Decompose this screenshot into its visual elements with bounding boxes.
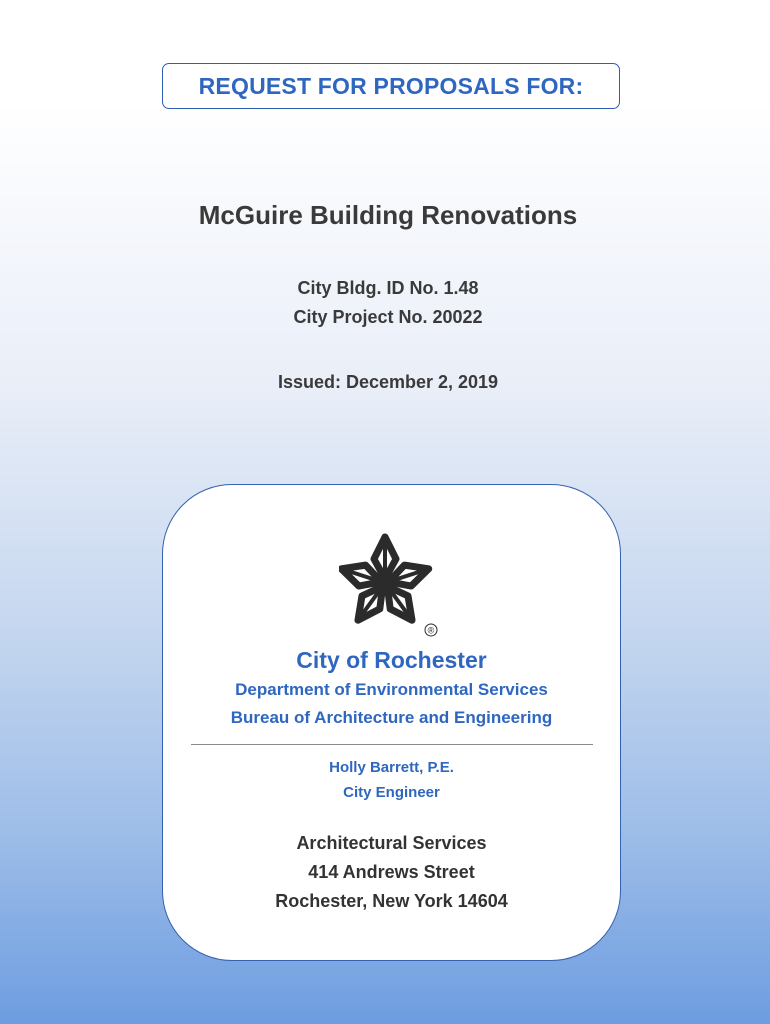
organization-card xyxy=(162,484,621,961)
bureau-name: Bureau of Architecture and Engineering xyxy=(230,708,553,727)
address-street: 414 Andrews Street xyxy=(308,862,475,882)
project-number: City Project No. 20022 xyxy=(293,307,483,327)
rfp-header-box xyxy=(162,63,620,109)
divider xyxy=(191,744,593,745)
address-city-state-zip: Rochester, New York 14604 xyxy=(275,891,508,911)
city-name: City of Rochester xyxy=(296,647,487,673)
city-of-rochester-logo-icon xyxy=(339,531,443,641)
project-title: McGuire Building Renovations xyxy=(198,200,578,230)
department-name: Department of Environmental Services xyxy=(235,680,548,699)
building-id: City Bldg. ID No. 1.48 xyxy=(297,278,479,298)
engineer-name: Holly Barrett, P.E. xyxy=(329,759,454,776)
address-office: Architectural Services xyxy=(296,833,487,853)
rfp-header-label: REQUEST FOR PROPOSALS FOR: xyxy=(198,72,584,99)
engineer-title: City Engineer xyxy=(343,784,440,801)
issued-date: Issued: December 2, 2019 xyxy=(277,372,499,392)
registered-mark: ® xyxy=(427,625,435,636)
